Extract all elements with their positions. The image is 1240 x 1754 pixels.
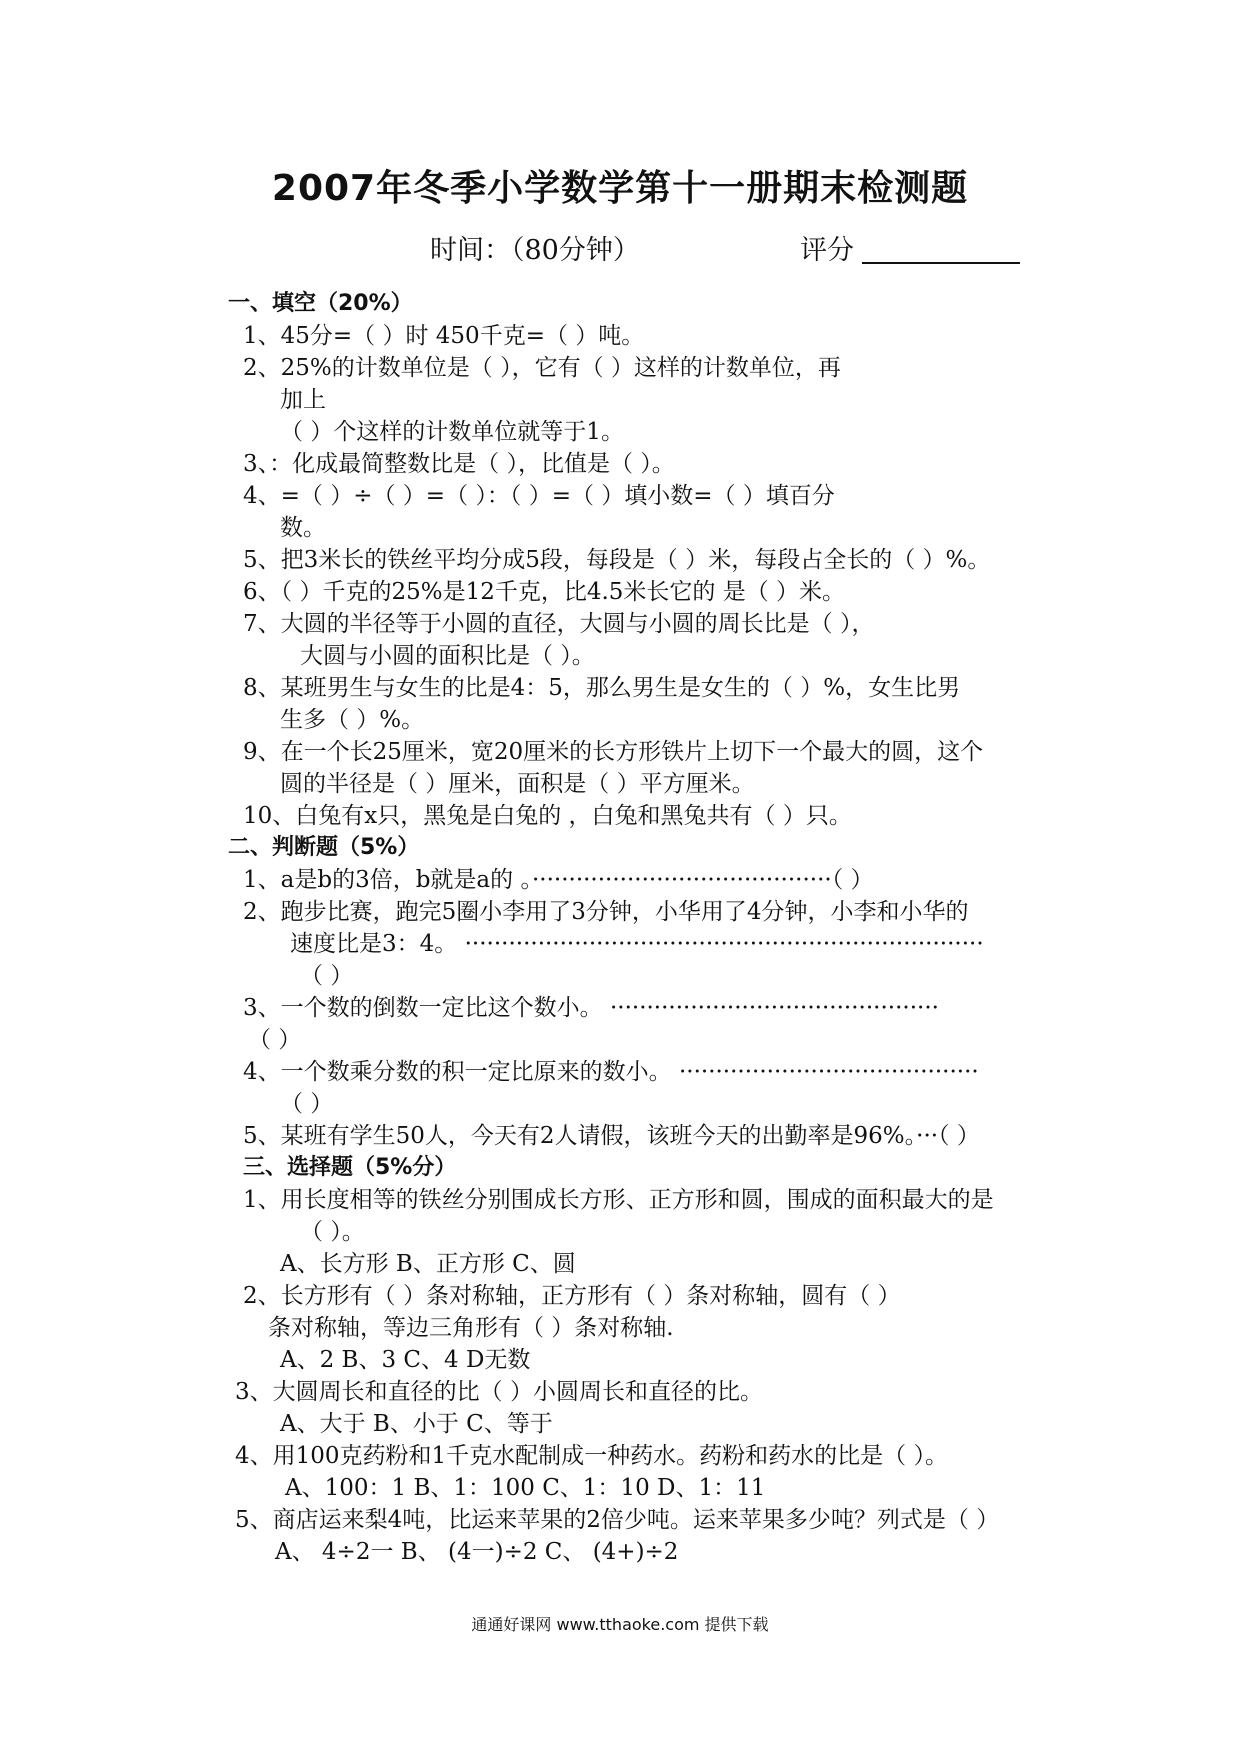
question-line: 2、跑步比赛，跑完5圈小李用了3分钟，小华用了4分钟，小李和小华的 bbox=[243, 899, 969, 925]
question-line: 9、在一个长25厘米，宽20厘米的长方形铁片上切下一个最大的圆，这个 bbox=[243, 739, 984, 765]
question-line: 5、某班有学生50人，今天有2人请假，该班今天的出勤率是96%。···（ ） bbox=[243, 1123, 980, 1149]
download-footer: 通通好课网 www.tthaoke.com 提供下载 bbox=[471, 1615, 769, 1634]
question-line: 6、（ ）千克的25%是12千克，比4.5米长它的 是（ ）米。 bbox=[243, 579, 846, 605]
question-line: （ ） bbox=[300, 963, 354, 989]
section-heading: 一、填空（20%） bbox=[228, 291, 413, 316]
question-line: A、长方形 B、正方形 C、圆 bbox=[280, 1251, 576, 1277]
section-heading: 二、判断题（5%） bbox=[228, 835, 420, 860]
question-line: 2、25%的计数单位是（ ），它有（ ）这样的计数单位，再 bbox=[243, 355, 841, 381]
question-line: 8、某班男生与女生的比是4：5，那么男生是女生的（ ）%，女生比男 bbox=[243, 675, 961, 701]
question-line: 5、商店运来梨4吨，比运来苹果的2倍少吨。运来苹果多少吨？列式是（ ） bbox=[235, 1507, 1000, 1533]
question-line: 3、大圆周长和直径的比（ ）小圆周长和直径的比。 bbox=[235, 1379, 763, 1405]
question-line: 4、用100克药粉和1千克水配制成一种药水。药粉和药水的比是（ ）。 bbox=[235, 1443, 948, 1469]
question-line: （ ） bbox=[248, 1027, 302, 1053]
question-line: 4、=（ ）÷（ ）=（ ）：（ ）=（ ）填小数=（ ）填百分 bbox=[243, 483, 835, 509]
question-line: 1、a是b的3倍，b就是a的 。·········································（ ） bbox=[243, 867, 874, 893]
question-line: 2、长方形有（ ）条对称轴，正方形有（ ）条对称轴，圆有（ ） bbox=[243, 1283, 901, 1309]
score-label: 评分 bbox=[800, 235, 854, 266]
question-line: 生多（ ）%。 bbox=[280, 707, 425, 733]
question-line: 1、45分=（ ）时 450千克=（ ）吨。 bbox=[243, 323, 645, 349]
question-line: 1、用长度相等的铁丝分别围成长方形、正方形和圆，围成的面积最大的是 bbox=[243, 1187, 994, 1213]
question-line: 3、：化成最简整数比是（ ），比值是（ ）。 bbox=[243, 451, 675, 477]
question-line: 3、一个数的倒数一定比这个数小。 ············································· bbox=[243, 995, 939, 1021]
question-line: A、2 B、3 C、4 D无数 bbox=[280, 1347, 531, 1373]
question-line: 圆的半径是（ ）厘米，面积是（ ）平方厘米。 bbox=[280, 771, 755, 797]
question-line: （ ） bbox=[280, 1091, 334, 1117]
section-heading: 三、选择题（5%分） bbox=[243, 1155, 457, 1180]
time-limit: 时间：（80分钟） bbox=[430, 235, 640, 266]
question-line: A、 4÷2一 B、 (4一)÷2 C、 (4+)÷2 bbox=[275, 1539, 679, 1565]
question-line: 5、把3米长的铁丝平均分成5段，每段是（ ）米，每段占全长的（ ）%。 bbox=[243, 547, 991, 573]
question-line: A、大于 B、小于 C、等于 bbox=[280, 1411, 553, 1437]
exam-questions bbox=[0, 288, 1240, 1568]
question-line: 4、一个数乘分数的积一定比原来的数小。 ········································· bbox=[243, 1059, 979, 1085]
question-line: （ ）。 bbox=[300, 1219, 365, 1245]
question-line: 数。 bbox=[280, 515, 326, 541]
question-line: A、100：1 B、1：100 C、1：10 D、1：11 bbox=[285, 1475, 766, 1501]
question-line: 7、大圆的半径等于小圆的直径，大圆与小圆的周长比是（ ）， bbox=[243, 611, 875, 637]
question-line: 速度比是3：4。 ······································································· bbox=[290, 931, 984, 957]
question-line: 大圆与小圆的面积比是（ ）。 bbox=[300, 643, 595, 669]
question-line: 加上 bbox=[280, 387, 326, 413]
score-blank-line bbox=[862, 262, 1020, 264]
page-title: 2007年冬季小学数学第十一册期末检测题 bbox=[271, 168, 969, 209]
question-line: 条对称轴，等边三角形有（ ）条对称轴. bbox=[268, 1315, 674, 1341]
question-line: （ ）个这样的计数单位就等于1。 bbox=[280, 419, 624, 445]
question-line: 10、白兔有x只，黑兔是白兔的 ，白兔和黑兔共有（ ）只。 bbox=[243, 803, 852, 829]
